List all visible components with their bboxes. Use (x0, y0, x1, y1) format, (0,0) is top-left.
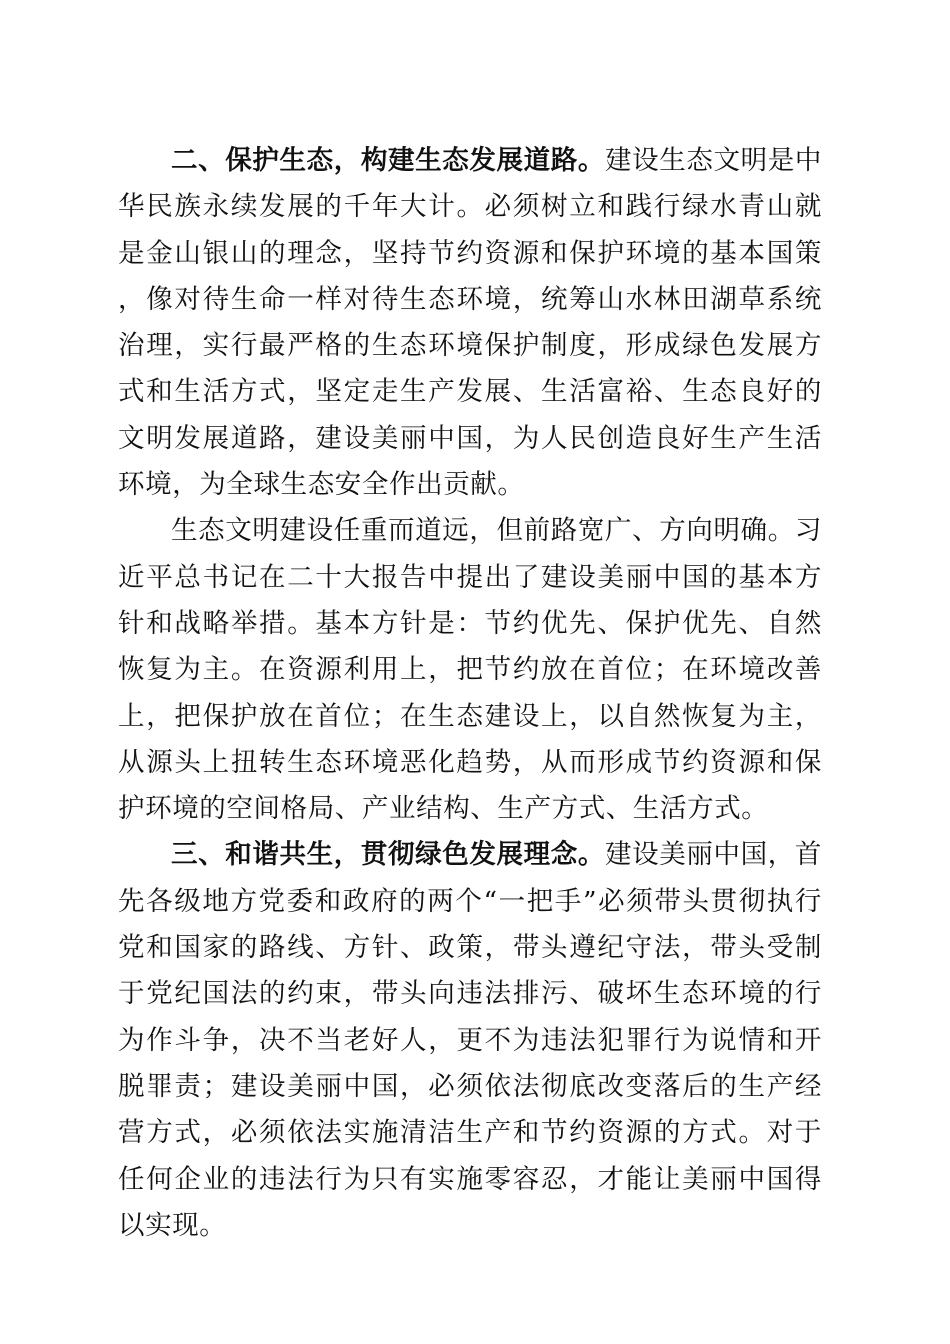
paragraph-text: 建设美丽中国，首先各级地方党委和政府的两个“一把手”必须带头贯彻执行党和国家的路线、方针、政策，带头遵纪守法，带头受制于党纪国法的约束，带头向违法排污、破坏生态环境的行为作斗争，决不当老好人，更不为违法犯罪行为说情和开脱罪责；建设美丽中国，必须依法彻底改变落后的生产经营方式，必须依法实施清洁生产和节约资源的方式。对于任何企业的违法行为只有实施零容忍，才能让美丽中国得以实现。 (118, 839, 822, 1241)
paragraph-eco-civilization (118, 508, 822, 832)
paragraph-text: 建设生态文明是中华民族永续发展的千年大计。必须树立和践行绿水青山就是金山银山的理念，坚持节约资源和保护环境的基本国策，像对待生命一样对待生态环境，统筹山水林田湖草系统治理，实行最严格的生态环境保护制度，形成绿色发展方式和生活方式，坚定走生产发展、生活富裕、生态良好的文明发展道路，建设美丽中国，为人民创造良好生产生活环境，为全球生态安全作出贡献。 (118, 145, 822, 501)
paragraph-protect-ecology (118, 138, 822, 508)
paragraph-harmony (118, 832, 822, 1249)
section-heading-two: 二、保护生态，构建生态发展道路。 (171, 145, 606, 176)
document-body (118, 138, 822, 1249)
paragraph-text: 生态文明建设任重而道远，但前路宽广、方向明确。习近平总书记在二十大报告中提出了建设美丽中国的基本方针和战略举措。基本方针是：节约优先、保护优先、自然恢复为主。在资源利用上，把节约放在首位；在环境改善上，把保护放在首位；在生态建设上，以自然恢复为主，从源头上扭转生态环境恶化趋势，从而形成节约资源和保护环境的空间格局、产业结构、生产方式、生活方式。 (118, 515, 822, 825)
section-heading-three: 三、和谐共生，贯彻绿色发展理念。 (171, 839, 606, 871)
